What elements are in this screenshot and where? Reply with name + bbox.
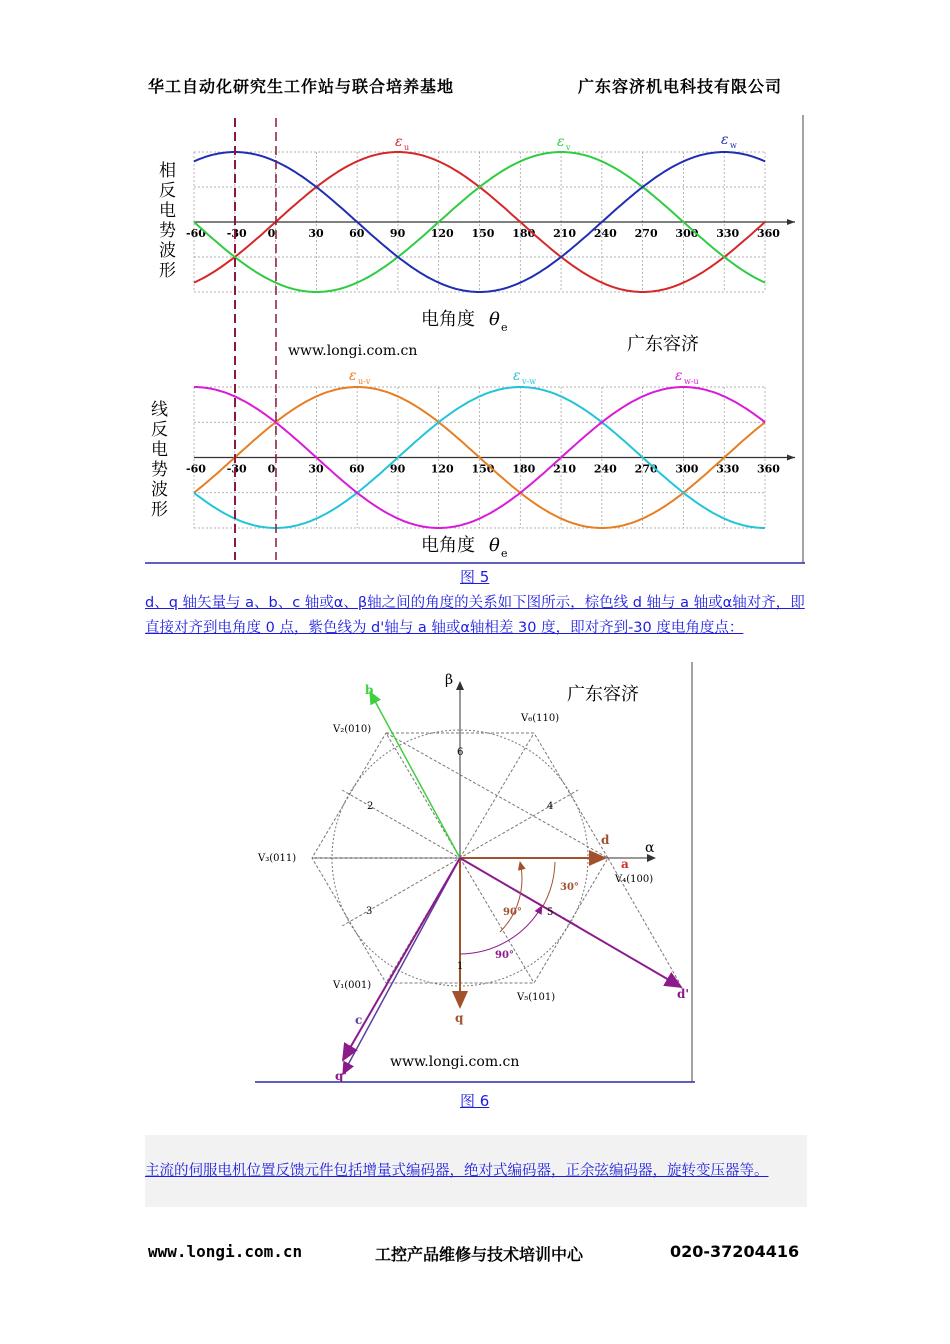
arc-90-brown xyxy=(500,862,522,932)
top-tick-label: 120 xyxy=(430,227,454,240)
bottom-tick-label: -60 xyxy=(186,462,206,476)
top-tick-label: 240 xyxy=(593,227,617,240)
figure-5-caption[interactable]: 图 5 xyxy=(460,568,490,586)
qprime-axis-vector xyxy=(343,858,460,1060)
fig5-url: www.longi.com.cn xyxy=(288,343,418,359)
footer-url: www.longi.com.cn xyxy=(148,1242,303,1261)
bottom-tick-label: 90 xyxy=(389,462,406,476)
bottom-tick-label: 210 xyxy=(553,462,577,476)
beta-label: β xyxy=(445,672,454,688)
v5-label: V₅(101) xyxy=(517,992,556,1003)
bottom-ylabel-char: 电 xyxy=(151,440,168,460)
bottom-xlabel: 电角度 xyxy=(421,535,475,556)
v1-label: V₁(001) xyxy=(333,980,372,991)
footer-center: 工控产品维修与技术培训中心 xyxy=(375,1245,584,1264)
bottom-tick-label: 300 xyxy=(675,462,699,476)
bottom-series-label-u-v: ε xyxy=(349,368,357,384)
top-tick-label: -30 xyxy=(226,227,247,240)
top-series-label-u: ε xyxy=(395,134,403,150)
top-tick-label: 0 xyxy=(267,227,276,240)
arc-90-purple xyxy=(460,906,542,954)
c-label: c xyxy=(355,1013,363,1027)
bottom-ylabel-char: 形 xyxy=(151,500,168,520)
bottom-tick-label: 270 xyxy=(634,462,658,476)
bottom-ylabel-char: 势 xyxy=(151,460,168,480)
top-ylabel xyxy=(159,161,176,281)
sector-6: 6 xyxy=(457,747,464,758)
bottom-series-sub-w-u: w-u xyxy=(684,377,699,386)
top-series-label-w: ε xyxy=(721,132,729,148)
top-tick-label: 60 xyxy=(349,227,365,240)
top-ylabel-char: 电 xyxy=(159,201,176,221)
fig6-url: www.longi.com.cn xyxy=(390,1054,520,1070)
bottom-series-sub-v-w: v-w xyxy=(522,377,537,386)
top-series-sub-w: w xyxy=(730,141,737,150)
top-tick-label: -60 xyxy=(186,227,206,240)
arc-30 xyxy=(543,862,555,906)
angle-90-b: 90° xyxy=(495,950,514,961)
q-label: q xyxy=(455,1011,464,1025)
figure-6 xyxy=(255,662,695,1084)
top-tick-label: 300 xyxy=(675,227,699,240)
figure-6-caption[interactable]: 图 6 xyxy=(460,1092,490,1110)
v4-label: V₄(100) xyxy=(615,874,654,885)
bottom-ylabel-char: 线 xyxy=(151,400,168,420)
d-label: d xyxy=(601,833,610,847)
top-tick-label: 150 xyxy=(471,227,495,240)
top-tick-label: 270 xyxy=(634,227,658,240)
v2-label: V₂(010) xyxy=(333,724,372,735)
note-block xyxy=(145,1135,807,1207)
top-tick-label: 30 xyxy=(308,227,324,240)
footer-phone: 020-37204416 xyxy=(670,1242,800,1261)
bottom-ylabel-char: 反 xyxy=(151,420,168,440)
top-ylabel-char: 波 xyxy=(159,241,176,261)
bottom-series-label-v-w: ε xyxy=(513,368,521,384)
bottom-xlabel-sub: e xyxy=(501,547,508,560)
bottom-plot xyxy=(186,368,795,528)
b-label: b xyxy=(365,683,374,697)
sector-1: 1 xyxy=(457,961,464,972)
qprime-label: q' xyxy=(335,1069,348,1083)
top-xlabel: 电角度 xyxy=(421,309,475,330)
top-ylabel-char: 反 xyxy=(159,181,176,201)
top-series-sub-v: v xyxy=(566,143,571,152)
angle-30: 30° xyxy=(560,882,579,893)
figure-5 xyxy=(145,110,805,565)
figure-5-waveforms xyxy=(145,110,805,565)
a-label: a xyxy=(621,857,629,871)
top-tick-label: 210 xyxy=(553,227,577,240)
bottom-tick-label: 0 xyxy=(267,462,276,476)
bottom-tick-label: 120 xyxy=(430,462,454,476)
sector-3: 3 xyxy=(366,906,373,917)
top-x-axis-arrow xyxy=(787,219,795,225)
c-axis-vector xyxy=(343,858,460,1074)
paragraph-dq-axes[interactable]: d、q 轴矢量与 a、b、c 轴或α、β轴之间的角度的关系如下图所示，棕色线 d 轴与 a 轴或α轴对齐，即直接对齐到电角度 0 点，紫色线为 d'轴与 a 轴或α轴相差 30 度，即对齐到-30 度电角度点： xyxy=(145,595,805,636)
bottom-xlabel-theta: θ xyxy=(489,535,500,556)
top-series-label-v: ε xyxy=(557,134,565,150)
header-left: 华工自动化研究生工作站与联合培养基地 xyxy=(148,77,455,96)
bottom-series-sub-u-v: u-v xyxy=(358,377,371,386)
top-tick-label: 180 xyxy=(512,227,536,240)
figure-6-vector-diagram xyxy=(255,662,695,1084)
b-axis-vector xyxy=(370,692,460,858)
bottom-tick-label: 330 xyxy=(716,462,740,476)
bottom-tick-label: -30 xyxy=(226,462,247,476)
v6-label: V₆(110) xyxy=(521,713,560,724)
bottom-tick-label: 30 xyxy=(308,462,324,476)
bottom-tick-label: 60 xyxy=(349,462,365,476)
top-ylabel-char: 势 xyxy=(159,221,176,241)
v3-label: V₃(011) xyxy=(258,853,297,864)
note-text[interactable]: 主流的伺服电机位置反馈元件包括增量式编码器，绝对式编码器，正余弦编码器，旋转变压器等。 xyxy=(145,1163,769,1179)
angle-90-a: 90° xyxy=(503,907,522,918)
bottom-ylabel xyxy=(151,400,168,520)
top-tick-label: 330 xyxy=(716,227,740,240)
alpha-label: α xyxy=(645,840,655,856)
bottom-x-axis-arrow xyxy=(787,455,795,461)
fig5-brand: 广东容济 xyxy=(627,334,699,355)
top-plot xyxy=(186,132,795,292)
dprime-label: d' xyxy=(677,987,690,1001)
top-ylabel-char: 形 xyxy=(159,261,176,281)
bottom-ylabel-char: 波 xyxy=(151,480,168,500)
top-xlabel-theta: θ xyxy=(489,309,500,330)
sector-4: 4 xyxy=(547,801,554,812)
top-series-sub-u: u xyxy=(404,143,410,152)
top-xlabel-sub: e xyxy=(501,321,508,334)
bottom-tick-label: 180 xyxy=(512,462,536,476)
bottom-tick-label: 240 xyxy=(593,462,617,476)
bottom-series-label-w-u: ε xyxy=(675,368,683,384)
bottom-tick-label: 360 xyxy=(757,462,780,476)
top-tick-label: 360 xyxy=(757,227,780,240)
bottom-tick-label: 150 xyxy=(471,462,495,476)
sector-5: 5 xyxy=(547,907,554,918)
fig6-brand: 广东容济 xyxy=(567,684,639,705)
sector-2: 2 xyxy=(367,801,374,812)
top-tick-label: 90 xyxy=(389,227,406,240)
top-ylabel-char: 相 xyxy=(159,161,176,181)
header-right: 广东容济机电科技有限公司 xyxy=(578,77,783,96)
